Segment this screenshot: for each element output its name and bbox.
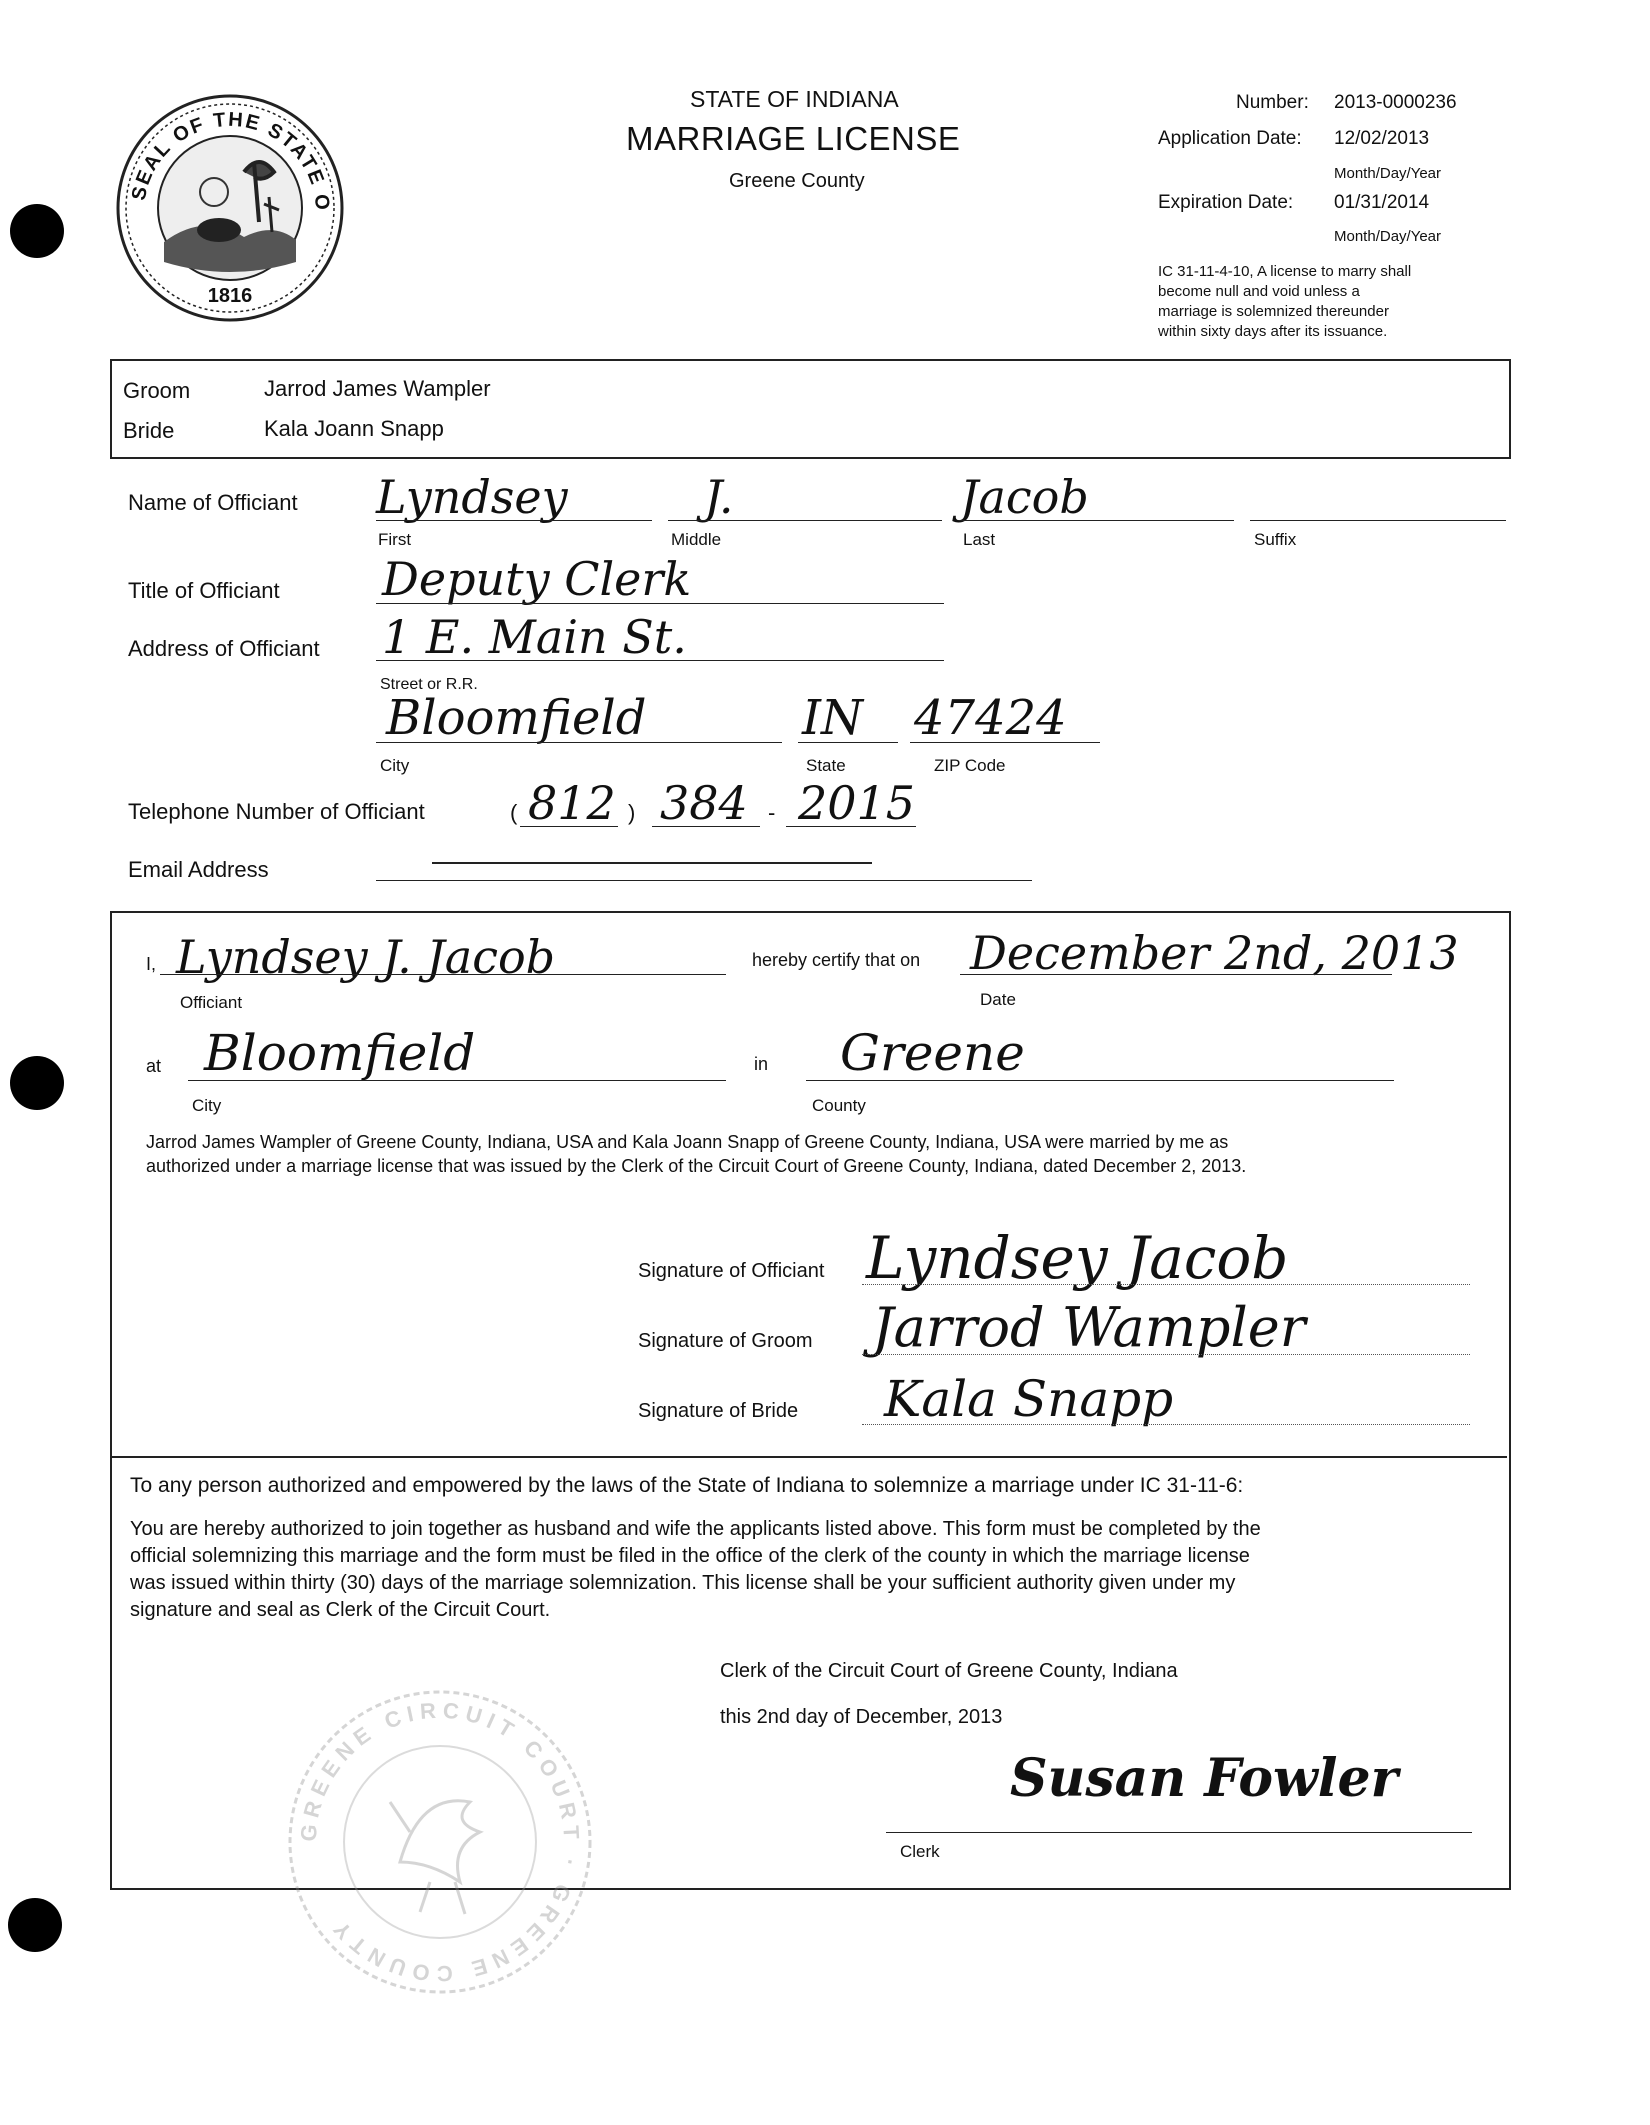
license-number-label: Number:	[1236, 92, 1309, 113]
expiry-notice-line: IC 31-11-4-10, A license to marry shall	[1158, 263, 1412, 280]
embossed-court-seal	[280, 1682, 600, 2002]
phone-area-code: 812	[528, 776, 616, 830]
sig-bride: Kala Snapp	[884, 1370, 1174, 1428]
clerk-of-court: Clerk of the Circuit Court of Greene County, Indiana	[720, 1660, 1178, 1682]
officiant-title: Deputy Clerk	[382, 552, 692, 606]
officiant-phone-label: Telephone Number of Officiant	[128, 799, 425, 824]
officiant-state: IN	[802, 690, 863, 746]
svg-text:SEAL OF THE STATE OF INDIANA: SEAL OF THE STATE O	[127, 108, 334, 213]
officiant-name-label: Name of Officiant	[128, 490, 298, 515]
cert-city-line	[188, 1080, 726, 1081]
officiant-suffix-line	[1250, 520, 1506, 521]
officiant-street-line	[376, 660, 944, 661]
application-date-label: Application Date:	[1158, 128, 1302, 149]
authorization-body	[130, 1516, 1261, 1624]
expiry-notice	[1158, 262, 1411, 342]
sig-groom: Jarrod Wampler	[872, 1296, 1306, 1359]
issued-on: this 2nd day of December, 2013	[720, 1706, 1003, 1728]
state-seal	[114, 92, 346, 324]
officiant-title-label: Title of Officiant	[128, 578, 280, 603]
license-number: 2013-0000236	[1334, 92, 1457, 113]
cert-officiant-line	[160, 974, 726, 975]
bride-name: Kala Joann Snapp	[264, 416, 444, 441]
officiant-city-caption: City	[380, 756, 410, 775]
state-heading: STATE OF INDIANA	[690, 86, 899, 112]
sig-officiant-line	[862, 1284, 1470, 1285]
phone-line-number: 2015	[798, 776, 916, 830]
authorization-divider	[112, 1456, 1507, 1458]
officiant-last-line	[960, 520, 1234, 521]
officiant-zip: 47424	[914, 690, 1067, 746]
binder-hole-bottom	[8, 1898, 62, 1952]
officiant-zip-line	[910, 742, 1100, 743]
groom-label: Groom	[123, 378, 191, 403]
officiant-title-line	[376, 603, 944, 604]
expiry-notice-line: marriage is solemnized thereunder	[1158, 303, 1389, 320]
officiant-last-name: Jacob	[960, 470, 1089, 524]
authorization-heading: To any person authorized and empowered by the laws of the State of Indiana to solemnize a marriage under IC 31-11-6:	[130, 1474, 1244, 1497]
cert-i-label: I,	[146, 954, 157, 974]
application-date-format: Month/Day/Year	[1334, 165, 1442, 182]
cert-county-line	[806, 1080, 1394, 1081]
sig-officiant: Lyndsey Jacob	[866, 1224, 1289, 1292]
sig-groom-label: Signature of Groom	[638, 1330, 813, 1352]
cert-at-label: at	[146, 1056, 162, 1076]
cert-statement-line: Jarrod James Wampler of Greene County, Indiana, USA and Kala Joann Snapp of Greene County, Indiana, USA were married by me as	[146, 1132, 1229, 1152]
authorization-body-line: signature and seal as Clerk of the Circuit Court.	[130, 1599, 551, 1621]
authorization-body-line: official solemnizing this marriage and the form must be filed in the office of the clerk of the county in which the marriage license	[130, 1545, 1250, 1567]
phone-area-line	[520, 826, 618, 827]
phone-prefix: 384	[660, 776, 748, 830]
cert-certify-text: hereby certify that on	[752, 950, 921, 970]
cert-in-label: in	[754, 1054, 769, 1074]
authorization-body-line: was issued within thirty (30) days of the marriage solemnization. This license shall be your sufficient authority given under my	[130, 1572, 1236, 1594]
officiant-street: 1 E. Main St.	[382, 610, 687, 664]
bride-label: Bride	[123, 418, 175, 443]
email-line	[376, 880, 1032, 881]
cert-date-line	[960, 974, 1392, 975]
expiry-notice-line: become null and void unless a	[1158, 283, 1360, 300]
binder-hole-middle	[10, 1056, 64, 1110]
groom-name: Jarrod James Wampler	[264, 376, 491, 401]
officiant-middle-line	[668, 520, 942, 521]
cert-statement	[146, 1130, 1246, 1178]
sig-bride-label: Signature of Bride	[638, 1400, 799, 1422]
officiant-address-label: Address of Officiant	[128, 636, 320, 661]
cert-date: December 2nd, 2013	[970, 926, 1459, 980]
sig-officiant-label: Signature of Officiant	[638, 1260, 825, 1282]
clerk-caption: Clerk	[900, 1842, 940, 1861]
sig-groom-line	[862, 1354, 1470, 1355]
officiant-first-line	[376, 520, 652, 521]
officiant-last-caption: Last	[963, 530, 996, 549]
expiration-date-label: Expiration Date:	[1158, 192, 1294, 213]
expiry-notice-line: within sixty days after its issuance.	[1158, 323, 1388, 340]
email-handwritten-dash	[432, 862, 872, 864]
cert-county-caption: County	[812, 1096, 866, 1115]
phone-paren-open: (	[510, 800, 518, 825]
cert-date-caption: Date	[980, 990, 1016, 1009]
officiant-first-name: Lyndsey	[376, 470, 568, 524]
svg-text:1816: 1816	[207, 285, 253, 307]
cert-statement-line: authorized under a marriage license that was issued by the Clerk of the Circuit Court of Greene County, Indiana, dated December 2, 2013.	[146, 1156, 1247, 1176]
officiant-street-caption: Street or R.R.	[380, 676, 478, 693]
officiant-suffix-caption: Suffix	[1254, 530, 1297, 549]
phone-line-number-line	[786, 826, 916, 827]
sig-bride-line	[862, 1424, 1470, 1425]
officiant-city: Bloomfield	[386, 690, 647, 746]
officiant-first-caption: First	[378, 530, 412, 549]
application-date: 12/02/2013	[1334, 128, 1430, 149]
phone-paren-close: )	[628, 800, 636, 825]
cert-officiant-caption: Officiant	[180, 993, 243, 1012]
clerk-signature-line	[886, 1832, 1472, 1833]
binder-hole-top	[10, 204, 64, 258]
county-heading: Greene County	[729, 170, 865, 192]
cert-county: Greene	[840, 1024, 1025, 1082]
clerk-signature: Susan Fowler	[1010, 1748, 1398, 1809]
expiration-date: 01/31/2014	[1334, 192, 1430, 213]
officiant-city-line	[376, 742, 782, 743]
officiant-state-line	[798, 742, 898, 743]
svg-text:GREENE CIRCUIT COURT · GREENE: GREENE CIRCUIT COURT · GREENE COUNTY	[295, 1697, 585, 1987]
authorization-body-line: You are hereby authorized to join together as husband and wife the applicants listed above. This form must be completed by the	[130, 1518, 1261, 1540]
phone-dash: -	[768, 800, 776, 825]
cert-city: Bloomfield	[204, 1024, 476, 1082]
officiant-middle-name: J.	[704, 470, 734, 524]
parties-box	[110, 359, 1511, 459]
officiant-zip-caption: ZIP Code	[934, 756, 1006, 775]
officiant-state-caption: State	[806, 756, 846, 775]
expiration-date-format: Month/Day/Year	[1334, 228, 1442, 245]
phone-prefix-line	[652, 826, 760, 827]
email-label: Email Address	[128, 857, 269, 882]
document-title: MARRIAGE LICENSE	[626, 120, 961, 157]
cert-officiant-name: Lyndsey J. Jacob	[176, 930, 556, 984]
cert-city-caption: City	[192, 1096, 222, 1115]
officiant-middle-caption: Middle	[671, 530, 722, 549]
